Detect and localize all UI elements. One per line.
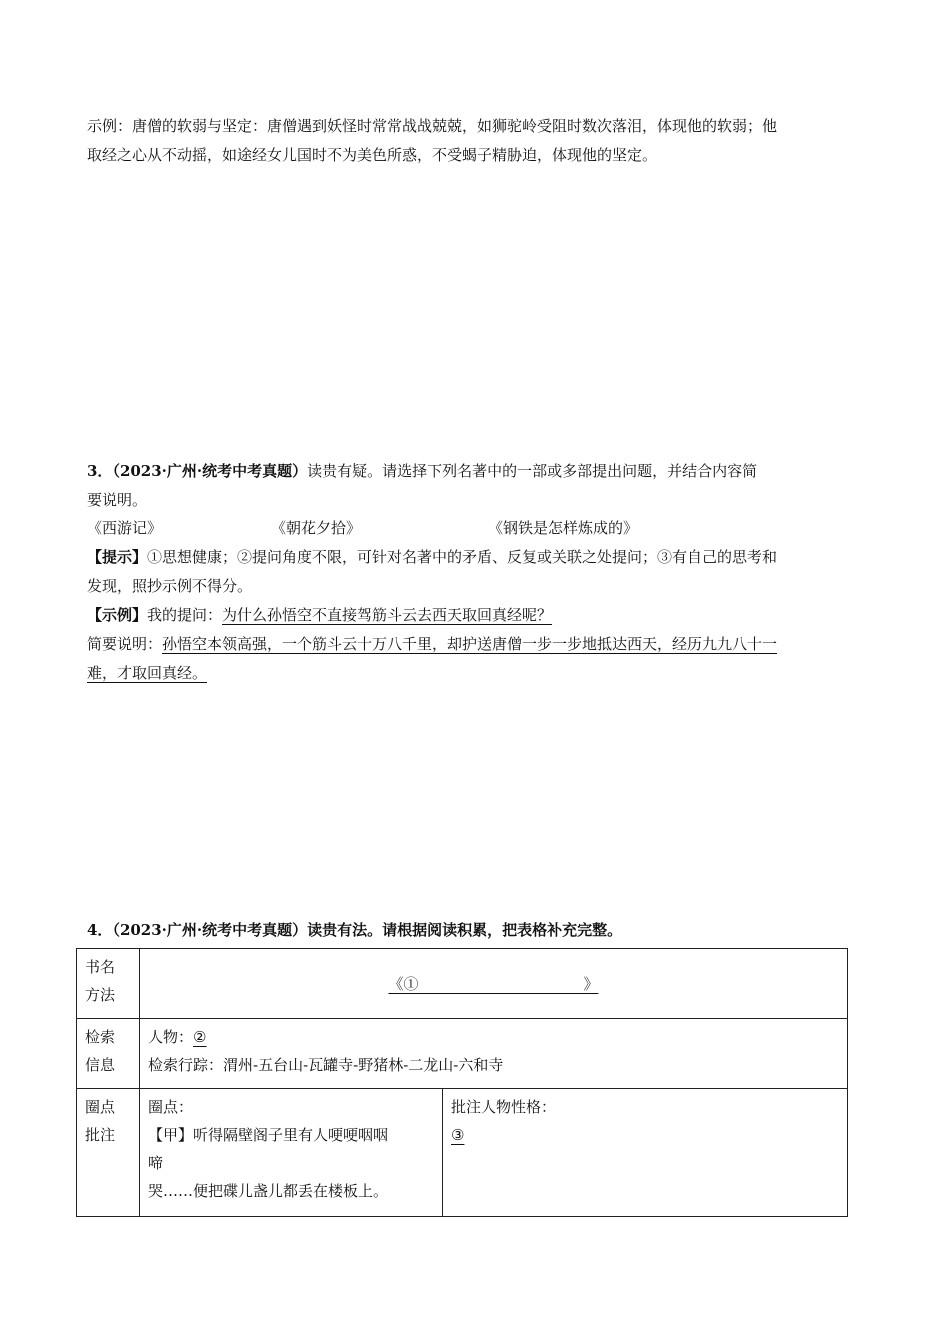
note-blank[interactable]: ③ xyxy=(451,1126,465,1144)
example-answer-line-1: 示例：唐僧的软弱与坚定：唐僧遇到妖怪时常常战战兢兢，如狮驼岭受阻时数次落泪，体现他的软弱；他 xyxy=(87,117,778,135)
person-line xyxy=(148,1023,839,1051)
q3-book-2: 《朝花夕拾》 xyxy=(271,519,362,537)
table-row-book xyxy=(77,949,848,1019)
q3-hint-line-2: 发现，照抄示例不得分。 xyxy=(87,577,253,595)
q4-source: （2023·广州·统考中考真题） xyxy=(112,921,308,939)
search-info-label xyxy=(77,1019,140,1089)
q3-example-q-prefix: 我的提问： xyxy=(147,606,223,624)
q3-example-q-text: 为什么孙悟空不直接驾筋斗云去西天取回真经呢？ xyxy=(222,606,553,624)
person-blank[interactable]: ② xyxy=(193,1028,207,1046)
q3-number: 3． xyxy=(87,462,113,480)
mark-line-1: 【甲】听得隔壁阁子里有人哽哽咽咽 xyxy=(148,1126,389,1144)
mark-heading: 圈点： xyxy=(148,1098,194,1116)
mark-note-label xyxy=(77,1089,140,1217)
q3-book-3: 《钢铁是怎样炼成的》 xyxy=(488,519,639,537)
q3-hint-label: 【提示】 xyxy=(87,548,148,566)
mark-cell xyxy=(140,1089,443,1217)
label-method: 方法 xyxy=(85,986,116,1004)
label-mark: 圈点 xyxy=(85,1098,116,1116)
q3-stem-line-2: 要说明。 xyxy=(87,491,148,509)
book-method-label xyxy=(77,949,140,1019)
book-title-cell xyxy=(140,949,848,1019)
q4-stem-text: 读贵有法。请根据阅读积累，把表格补充完整。 xyxy=(307,921,623,939)
q3-explain-text-2: 难，才取回真经。 xyxy=(87,664,208,682)
q3-hint-line-1 xyxy=(87,546,777,568)
table-row-annotation xyxy=(77,1089,848,1217)
q3-source: （2023·广州·统考中考真题） xyxy=(112,462,308,480)
q3-example-question xyxy=(87,604,552,626)
q3-example-label: 【示例】 xyxy=(87,606,148,624)
q3-stem-line-1 xyxy=(87,460,757,482)
note-cell xyxy=(443,1089,848,1217)
book-title-blank[interactable]: 《① 》 xyxy=(388,974,599,993)
route-line: 检索行踪：渭州-五台山-瓦罐寺-野猪林-二龙山-六和寺 xyxy=(148,1056,504,1074)
label-search: 检索 xyxy=(85,1028,116,1046)
note-heading: 批注人物性格： xyxy=(451,1098,557,1116)
q3-stem-text: 读贵有疑。请选择下列名著中的一部或多部提出问题，并结合内容简 xyxy=(307,462,758,480)
search-info-cell xyxy=(140,1019,848,1089)
label-book: 书名 xyxy=(85,958,116,976)
q3-explain-line-1 xyxy=(87,633,777,655)
q4-stem xyxy=(87,919,622,941)
q4-number: 4． xyxy=(87,921,113,939)
table-row-search xyxy=(77,1019,848,1089)
q3-hint-text: ①思想健康；②提问角度不限，可针对名著中的矛盾、反复或关联之处提问；③有自己的思考和 xyxy=(147,548,778,566)
q4-reading-table xyxy=(76,948,848,1217)
person-prefix: 人物： xyxy=(148,1028,194,1046)
q3-explain-line-2 xyxy=(87,662,207,684)
q3-book-1: 《西游记》 xyxy=(87,519,163,537)
example-answer-line-2: 取经之心从不动摇，如途经女儿国时不为美色所惑，不受蝎子精胁迫，体现他的坚定。 xyxy=(87,146,658,164)
mark-line-3: 哭……便把碟儿盏儿都丢在楼板上。 xyxy=(148,1182,389,1200)
q3-explain-prefix: 简要说明： xyxy=(87,635,163,653)
label-info: 信息 xyxy=(85,1056,116,1074)
mark-line-2: 啼 xyxy=(148,1154,164,1172)
label-note: 批注 xyxy=(85,1126,116,1144)
q3-explain-text-1: 孙悟空本领高强，一个筋斗云十万八千里，却护送唐僧一步一步地抵达西天，经历九九八十一 xyxy=(162,635,778,653)
